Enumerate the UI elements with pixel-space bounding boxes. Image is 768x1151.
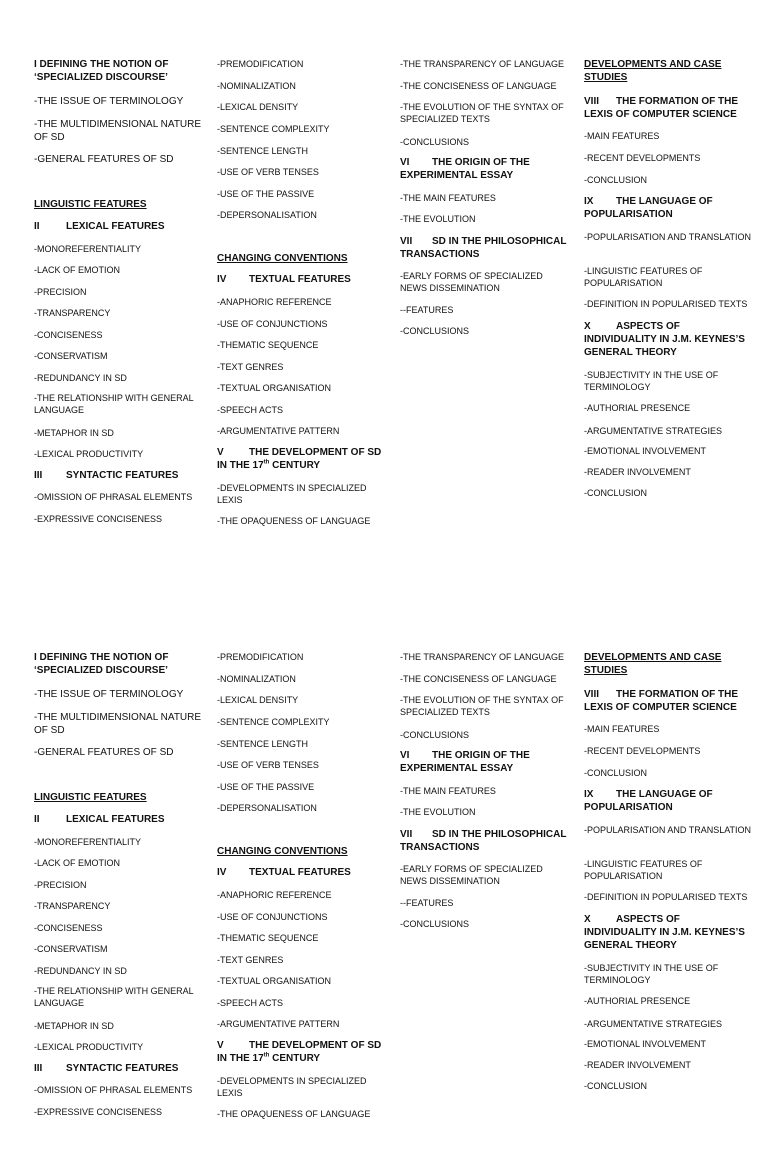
entry-text: -RECENT DEVELOPMENTS	[584, 746, 701, 756]
entry-text: LEXICAL FEATURES	[66, 814, 165, 825]
toc-entry	[584, 962, 752, 986]
toc-entry	[584, 231, 752, 243]
toc-entry	[34, 392, 202, 416]
entry-text: -SUBJECTIVITY IN THE USE OF TERMINOLOGY	[584, 370, 719, 392]
entry-text: -ANAPHORIC REFERENCE	[217, 297, 332, 307]
entry-text: -THE TRANSPARENCY OF LANGUAGE	[400, 652, 565, 662]
entry-text: -EARLY FORMS OF SPECIALIZED NEWS DISSEMINATION	[400, 271, 543, 293]
toc-entry	[584, 265, 752, 289]
entry-text: SYNTACTIC FEATURES	[66, 1063, 179, 1074]
chapter-number: X	[584, 321, 591, 332]
toc-entry	[217, 101, 385, 113]
entry-text: -THE RELATIONSHIP WITH GENERAL LANGUAGE	[34, 986, 194, 1008]
toc-heading	[584, 320, 752, 359]
entry-text: -USE OF VERB TENSES	[217, 760, 319, 770]
toc-entry	[217, 209, 385, 221]
entry-text: -METAPHOR IN SD	[34, 428, 114, 438]
toc-entry	[34, 513, 202, 525]
entry-text: CHANGING CONVENTIONS	[217, 846, 348, 857]
entry-text: THE LANGUAGE OF POPULARISATION	[584, 196, 713, 220]
entry-text: -MAIN FEATURES	[584, 131, 660, 141]
entry-text: -EMOTIONAL INVOLVEMENT	[584, 1039, 707, 1049]
entry-text: -CONCLUSIONS	[400, 919, 470, 929]
toc-entry	[217, 80, 385, 92]
entry-text: -DEPERSONALISATION	[217, 210, 317, 220]
entry-text: -METAPHOR IN SD	[34, 1021, 114, 1031]
toc-entry	[217, 889, 385, 901]
toc-entry	[400, 897, 568, 909]
toc-entry	[217, 482, 385, 506]
entry-text: CHANGING CONVENTIONS	[217, 253, 348, 264]
toc-entry	[217, 954, 385, 966]
entry-text: --FEATURES	[400, 305, 454, 315]
entry-text: -THE EVOLUTION OF THE SYNTAX OF SPECIALIZED TEXTS	[400, 695, 564, 717]
toc-entry	[217, 318, 385, 330]
entry-text: TEXTUAL FEATURES	[249, 274, 351, 285]
entry-text: -TEXTUAL ORGANISATION	[217, 383, 332, 393]
toc-entry	[584, 1059, 752, 1071]
entry-text: -GENERAL FEATURES OF SD	[34, 154, 174, 165]
chapter-number: V	[217, 447, 224, 458]
entry-text: -THE CONCISENESS OF LANGUAGE	[400, 674, 557, 684]
chapter-number: II	[34, 814, 40, 825]
toc-entry	[400, 729, 568, 741]
toc-entry	[34, 965, 202, 977]
entry-text: -PRECISION	[34, 287, 87, 297]
entry-text: -EMOTIONAL INVOLVEMENT	[584, 446, 707, 456]
entry-text: -THE EVOLUTION	[400, 807, 476, 817]
toc-entry	[34, 329, 202, 341]
toc-entry	[34, 491, 202, 503]
entry-text: THE ORIGIN OF THE EXPERIMENTAL ESSAY	[400, 157, 530, 181]
entry-text: -SPEECH ACTS	[217, 405, 284, 415]
entry-text: -TRANSPARENCY	[34, 308, 111, 318]
entry-text: -THE EVOLUTION OF THE SYNTAX OF SPECIALIZED TEXTS	[400, 102, 564, 124]
entry-text: -DEVELOPMENTS IN SPECIALIZED LEXIS	[217, 1076, 367, 1098]
toc-entry	[400, 101, 568, 125]
entry-text: -THE EVOLUTION	[400, 214, 476, 224]
entry-text: -SUBJECTIVITY IN THE USE OF TERMINOLOGY	[584, 963, 719, 985]
entry-text: -USE OF THE PASSIVE	[217, 782, 315, 792]
toc-heading	[34, 58, 202, 84]
entry-text: -SENTENCE LENGTH	[217, 739, 309, 749]
entry-text: -CONCISENESS	[34, 330, 103, 340]
entry-text: -CONCLUSIONS	[400, 137, 470, 147]
entry-text: -MONOREFERENTIALITY	[34, 244, 142, 254]
entry-text: -MAIN FEATURES	[584, 724, 660, 734]
toc-entry	[584, 298, 752, 310]
entry-text: THE DEVELOPMENT OF SD IN THE 17	[217, 447, 382, 471]
entry-text: -USE OF VERB TENSES	[217, 167, 319, 177]
toc-heading	[34, 220, 202, 233]
toc-entry	[34, 943, 202, 955]
entry-text: -ARGUMENTATIVE PATTERN	[217, 1019, 340, 1029]
entry-text: -USE OF CONJUNCTIONS	[217, 912, 328, 922]
toc-entry	[217, 145, 385, 157]
entry-text: -TEXT GENRES	[217, 955, 284, 965]
entry-text: DEVELOPMENTS AND CASE STUDIES	[584, 59, 722, 83]
entry-text: -THE MULTIDIMENSIONAL NATURE OF SD	[34, 712, 202, 736]
toc-entry	[217, 123, 385, 135]
toc-entry	[217, 759, 385, 771]
chapter-number: IV	[217, 867, 227, 878]
entry-text: -LACK OF EMOTION	[34, 858, 121, 868]
toc-heading	[584, 913, 752, 952]
toc-entry	[400, 325, 568, 337]
entry-text: -ARGUMENTATIVE STRATEGIES	[584, 426, 723, 436]
chapter-number: VI	[400, 157, 410, 168]
toc-entry	[34, 985, 202, 1009]
entry-text: THE ORIGIN OF THE EXPERIMENTAL ESSAY	[400, 750, 530, 774]
toc-entry	[34, 1106, 202, 1118]
toc-heading	[217, 845, 385, 858]
toc-entry	[584, 466, 752, 478]
toc-entry	[217, 651, 385, 663]
entry-text: DEVELOPMENTS AND CASE STUDIES	[584, 652, 722, 676]
chapter-number: IX	[584, 789, 594, 800]
entry-text: -CONCLUSION	[584, 488, 648, 498]
entry-text: -CONCLUSION	[584, 1081, 648, 1091]
entry-text: -DEFINITION IN POPULARISED TEXTS	[584, 892, 748, 902]
toc-entry	[34, 1041, 202, 1053]
toc-entry	[584, 723, 752, 735]
toc-entry	[217, 188, 385, 200]
toc-entry	[584, 745, 752, 757]
entry-text: -EARLY FORMS OF SPECIALIZED NEWS DISSEMINATION	[400, 864, 543, 886]
entry-text-tail: CENTURY	[269, 460, 321, 471]
entry-text: -THE RELATIONSHIP WITH GENERAL LANGUAGE	[34, 393, 194, 415]
toc-entry	[584, 1080, 752, 1092]
entry-text: -NOMINALIZATION	[217, 674, 296, 684]
entry-text: -LEXICAL DENSITY	[217, 695, 299, 705]
toc-heading	[34, 791, 202, 804]
entry-text: THE FORMATION OF THE LEXIS OF COMPUTER SCIENCE	[584, 689, 739, 713]
toc-entry	[217, 781, 385, 793]
entry-text: SD IN THE PHILOSOPHICAL TRANSACTIONS	[400, 829, 567, 853]
entry-text: -READER INVOLVEMENT	[584, 1060, 691, 1070]
toc-entry	[34, 286, 202, 298]
entry-text: -DEVELOPMENTS IN SPECIALIZED LEXIS	[217, 483, 367, 505]
toc-heading	[584, 195, 752, 221]
entry-text: -THE ISSUE OF TERMINOLOGY	[34, 689, 184, 700]
toc-entry	[217, 911, 385, 923]
toc-entry	[217, 361, 385, 373]
toc-heading	[217, 446, 385, 472]
toc-entry	[217, 382, 385, 394]
entry-text: -POPULARISATION AND TRANSLATION	[584, 232, 752, 242]
entry-text: LINGUISTIC FEATURES	[34, 792, 147, 803]
entry-text: -TEXTUAL ORGANISATION	[217, 976, 332, 986]
entry-text: -USE OF THE PASSIVE	[217, 189, 315, 199]
toc-entry	[584, 445, 752, 457]
toc-entry	[400, 80, 568, 92]
toc-entry	[400, 694, 568, 718]
chapter-number: VII	[400, 236, 413, 247]
entry-text: -OMISSION OF PHRASAL ELEMENTS	[34, 492, 193, 502]
toc-entry	[584, 402, 752, 414]
toc-entry	[34, 118, 202, 144]
entry-text: TEXTUAL FEATURES	[249, 867, 351, 878]
entry-text: LINGUISTIC FEATURES	[34, 199, 147, 210]
toc-entry	[400, 785, 568, 797]
entry-text: I DEFINING THE NOTION OF ‘SPECIALIZED DISCOURSE’	[34, 652, 169, 676]
toc-heading	[400, 235, 568, 261]
entry-text: ASPECTS OF INDIVIDUALITY IN J.M. KEYNES’S GENERAL THEORY	[584, 321, 745, 358]
toc-entry	[34, 836, 202, 848]
toc-entry	[34, 688, 202, 701]
toc-entry	[217, 1018, 385, 1030]
toc-heading	[217, 866, 385, 879]
toc-entry	[34, 264, 202, 276]
entry-text: -THEMATIC SEQUENCE	[217, 340, 319, 350]
entry-text: -CONCISENESS	[34, 923, 103, 933]
toc-entry	[400, 863, 568, 887]
toc-entry	[34, 95, 202, 108]
toc-entry	[400, 304, 568, 316]
toc-entry	[34, 1020, 202, 1032]
toc-entry	[400, 806, 568, 818]
entry-text: -PRECISION	[34, 880, 87, 890]
toc-entry	[34, 900, 202, 912]
entry-text: -THEMATIC SEQUENCE	[217, 933, 319, 943]
toc-heading	[217, 1039, 385, 1065]
entry-text: THE FORMATION OF THE LEXIS OF COMPUTER SCIENCE	[584, 96, 739, 120]
toc-entry	[400, 270, 568, 294]
toc-entry	[217, 515, 385, 527]
superscript: th	[263, 1052, 270, 1059]
toc-heading	[400, 828, 568, 854]
toc-entry	[400, 651, 568, 663]
toc-entry	[217, 166, 385, 178]
entry-text: SD IN THE PHILOSOPHICAL TRANSACTIONS	[400, 236, 567, 260]
toc-heading	[584, 651, 752, 677]
toc-entry	[217, 694, 385, 706]
toc-entry	[34, 879, 202, 891]
toc-entry	[584, 369, 752, 393]
toc-heading	[584, 95, 752, 121]
entry-text: -NOMINALIZATION	[217, 81, 296, 91]
toc-entry	[584, 425, 752, 437]
toc-entry	[584, 130, 752, 142]
entry-text: -THE ISSUE OF TERMINOLOGY	[34, 96, 184, 107]
toc-heading	[584, 788, 752, 814]
chapter-number: V	[217, 1040, 224, 1051]
toc-heading	[584, 688, 752, 714]
entry-text: -PREMODIFICATION	[217, 59, 304, 69]
entry-text: -AUTHORIAL PRESENCE	[584, 996, 691, 1006]
chapter-number: III	[34, 1063, 43, 1074]
entry-text: -CONCLUSION	[584, 768, 648, 778]
entry-text: -LEXICAL PRODUCTIVITY	[34, 449, 144, 459]
chapter-number: VII	[400, 829, 413, 840]
entry-text: -DEFINITION IN POPULARISED TEXTS	[584, 299, 748, 309]
toc-heading	[584, 58, 752, 84]
toc-entry	[217, 738, 385, 750]
entry-text: -REDUNDANCY IN SD	[34, 966, 127, 976]
entry-text: -LACK OF EMOTION	[34, 265, 121, 275]
entry-text: -ARGUMENTATIVE STRATEGIES	[584, 1019, 723, 1029]
toc-entry	[34, 307, 202, 319]
toc-entry	[217, 673, 385, 685]
toc-heading	[34, 813, 202, 826]
toc-entry	[400, 213, 568, 225]
entry-text: -PREMODIFICATION	[217, 652, 304, 662]
entry-text: -THE OPAQUENESS OF LANGUAGE	[217, 1109, 371, 1119]
entry-text: -EXPRESSIVE CONCISENESS	[34, 1107, 163, 1117]
toc-heading	[34, 198, 202, 211]
entry-text: -THE MULTIDIMENSIONAL NATURE OF SD	[34, 119, 202, 143]
superscript: th	[263, 459, 270, 466]
entry-text: -RECENT DEVELOPMENTS	[584, 153, 701, 163]
toc-heading	[400, 749, 568, 775]
toc-entry	[400, 918, 568, 930]
toc-entry	[400, 192, 568, 204]
entry-text: -DEPERSONALISATION	[217, 803, 317, 813]
entry-text: -CONSERVATISM	[34, 351, 108, 361]
entry-text-tail: CENTURY	[269, 1053, 321, 1064]
entry-text: THE DEVELOPMENT OF SD IN THE 17	[217, 1040, 382, 1064]
toc-entry	[400, 673, 568, 685]
toc-entry	[34, 922, 202, 934]
toc-entry	[584, 152, 752, 164]
toc-heading	[34, 469, 202, 482]
entry-text: -LEXICAL DENSITY	[217, 102, 299, 112]
toc-entry	[34, 448, 202, 460]
entry-text: -GENERAL FEATURES OF SD	[34, 747, 174, 758]
entry-text: LEXICAL FEATURES	[66, 221, 165, 232]
entry-text: -POPULARISATION AND TRANSLATION	[584, 825, 752, 835]
entry-text: THE LANGUAGE OF POPULARISATION	[584, 789, 713, 813]
toc-entry	[584, 1038, 752, 1050]
toc-entry	[34, 427, 202, 439]
contents-page-2	[0, 651, 768, 1151]
toc-entry	[34, 711, 202, 737]
entry-text: -LINGUISTIC FEATURES OF POPULARISATION	[584, 859, 703, 881]
entry-text: -SPEECH ACTS	[217, 998, 284, 1008]
toc-entry	[400, 58, 568, 70]
toc-entry	[217, 425, 385, 437]
entry-text: -MONOREFERENTIALITY	[34, 837, 142, 847]
toc-entry	[584, 824, 752, 836]
chapter-number: IX	[584, 196, 594, 207]
entry-text: -READER INVOLVEMENT	[584, 467, 691, 477]
entry-text: -CONCLUSION	[584, 175, 648, 185]
entry-text: -THE CONCISENESS OF LANGUAGE	[400, 81, 557, 91]
chapter-number: VI	[400, 750, 410, 761]
toc-entry	[584, 174, 752, 186]
entry-text: -LEXICAL PRODUCTIVITY	[34, 1042, 144, 1052]
chapter-number: III	[34, 470, 43, 481]
toc-entry	[584, 487, 752, 499]
toc-entry	[34, 372, 202, 384]
chapter-number: VIII	[584, 689, 600, 700]
entry-text: SYNTACTIC FEATURES	[66, 470, 179, 481]
entry-text: -USE OF CONJUNCTIONS	[217, 319, 328, 329]
entry-text: -THE MAIN FEATURES	[400, 786, 496, 796]
entry-text: I DEFINING THE NOTION OF ‘SPECIALIZED DISCOURSE’	[34, 59, 169, 83]
toc-entry	[400, 136, 568, 148]
entry-text: -EXPRESSIVE CONCISENESS	[34, 514, 163, 524]
toc-entry	[34, 350, 202, 362]
toc-entry	[217, 58, 385, 70]
entry-text: -REDUNDANCY IN SD	[34, 373, 127, 383]
chapter-number: X	[584, 914, 591, 925]
entry-text: --FEATURES	[400, 898, 454, 908]
entry-text: -CONCLUSIONS	[400, 326, 470, 336]
entry-text: -THE TRANSPARENCY OF LANGUAGE	[400, 59, 565, 69]
toc-heading	[217, 273, 385, 286]
entry-text: -AUTHORIAL PRESENCE	[584, 403, 691, 413]
entry-text: -SENTENCE COMPLEXITY	[217, 717, 330, 727]
toc-entry	[217, 997, 385, 1009]
toc-entry	[584, 1018, 752, 1030]
entry-text: -SENTENCE LENGTH	[217, 146, 309, 156]
toc-entry	[584, 995, 752, 1007]
toc-entry	[34, 1084, 202, 1096]
contents-page-1	[0, 58, 768, 558]
chapter-number: IV	[217, 274, 227, 285]
chapter-number: VIII	[584, 96, 600, 107]
toc-entry	[217, 716, 385, 728]
chapter-number: II	[34, 221, 40, 232]
toc-entry	[217, 339, 385, 351]
toc-entry	[34, 243, 202, 255]
toc-entry	[584, 858, 752, 882]
toc-entry	[217, 296, 385, 308]
entry-text: -CONCLUSIONS	[400, 730, 470, 740]
toc-heading	[34, 1062, 202, 1075]
toc-entry	[34, 746, 202, 759]
entry-text: -LINGUISTIC FEATURES OF POPULARISATION	[584, 266, 703, 288]
entry-text: -TEXT GENRES	[217, 362, 284, 372]
entry-text: -CONSERVATISM	[34, 944, 108, 954]
entry-text: -SENTENCE COMPLEXITY	[217, 124, 330, 134]
toc-entry	[34, 153, 202, 166]
toc-heading	[217, 252, 385, 265]
toc-heading	[34, 651, 202, 677]
entry-text: -ARGUMENTATIVE PATTERN	[217, 426, 340, 436]
toc-entry	[584, 891, 752, 903]
toc-entry	[217, 932, 385, 944]
toc-entry	[217, 975, 385, 987]
entry-text: -THE OPAQUENESS OF LANGUAGE	[217, 516, 371, 526]
toc-entry	[217, 1108, 385, 1120]
toc-entry	[34, 857, 202, 869]
entry-text: -ANAPHORIC REFERENCE	[217, 890, 332, 900]
toc-entry	[217, 1075, 385, 1099]
toc-entry	[217, 404, 385, 416]
entry-text: -OMISSION OF PHRASAL ELEMENTS	[34, 1085, 193, 1095]
toc-entry	[584, 767, 752, 779]
entry-text: ASPECTS OF INDIVIDUALITY IN J.M. KEYNES’S GENERAL THEORY	[584, 914, 745, 951]
entry-text: -THE MAIN FEATURES	[400, 193, 496, 203]
toc-heading	[400, 156, 568, 182]
entry-text: -TRANSPARENCY	[34, 901, 111, 911]
toc-entry	[217, 802, 385, 814]
